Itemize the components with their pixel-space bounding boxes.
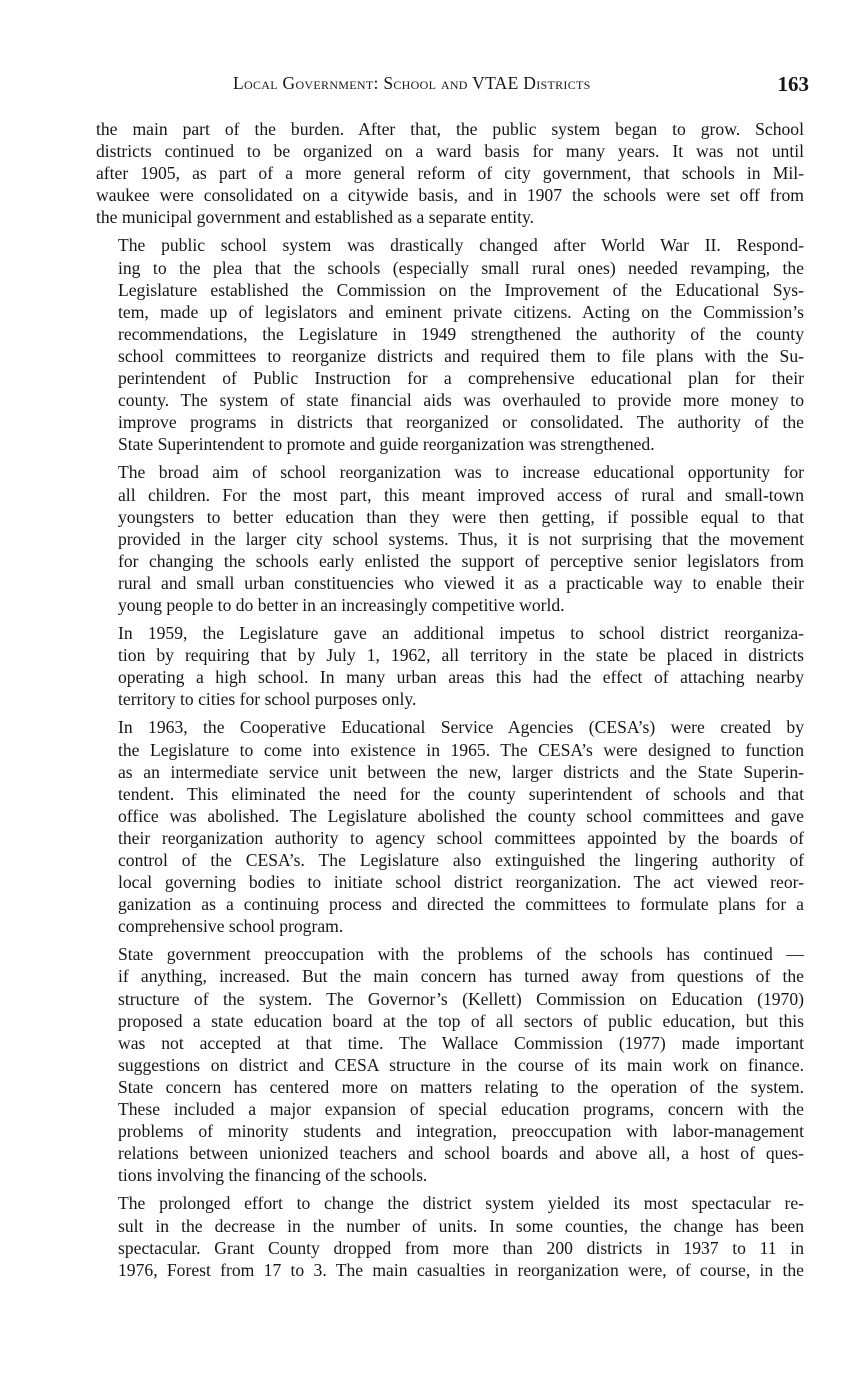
text-line: In 1959, the Legislature gave an additional impetus to school district reorganiza-	[118, 623, 804, 644]
body-text	[96, 118, 804, 1287]
paragraph-4	[96, 622, 804, 710]
text-line: rural and small urban constituencies who viewed it as a practicable way to enable their	[118, 572, 804, 593]
text-line: all children. For the most part, this meant improved access of rural and small-town	[118, 484, 804, 505]
text-line: The prolonged effort to change the district system yielded its most spectacular re-	[118, 1193, 804, 1214]
text-line: after 1905, as part of a more general reform of city government, that schools in Mil-	[96, 163, 804, 184]
text-line: State concern has centered more on matters relating to the operation of the system.	[118, 1076, 804, 1097]
text-line: relations between unionized teachers and school boards and above all, a host of ques-	[118, 1143, 804, 1164]
text-line: tions involving the financing of the schools.	[118, 1165, 428, 1186]
text-line: tendent. This eliminated the need for the county superintendent of schools and that	[118, 783, 804, 804]
text-line: comprehensive school program.	[118, 916, 344, 937]
text-line: the municipal government and established as a separate entity.	[96, 207, 535, 228]
text-line: problems of minority students and integration, preoccupation with labor-management	[118, 1121, 804, 1142]
text-line: if anything, increased. But the main concern has turned away from questions of the	[118, 966, 804, 987]
text-line: The public school system was drastically changed after World War II. Respond-	[118, 235, 804, 256]
paragraph-7	[96, 1192, 804, 1280]
text-line: structure of the system. The Governor’s (Kellett) Commission on Education (1970)	[118, 988, 804, 1009]
text-line: office was abolished. The Legislature abolished the county school committees and gave	[118, 805, 804, 826]
text-line: ganization as a continuing process and directed the committees to formulate plans for a	[118, 894, 804, 915]
text-line: for changing the schools early enlisted the support of perceptive senior legislators from	[118, 550, 804, 571]
text-line: waukee were consolidated on a citywide basis, and in 1907 the schools were set off from	[96, 185, 804, 206]
text-line: Legislature established the Commission on the Improvement of the Educational Sys-	[118, 279, 804, 300]
text-line: recommendations, the Legislature in 1949 strengthened the authority of the county	[118, 323, 804, 344]
paragraph-1	[96, 118, 804, 228]
text-line: improve programs in districts that reorganized or consolidated. The authority of the	[118, 412, 804, 433]
text-line: as an intermediate service unit between the new, larger districts and the State Superin-	[118, 761, 804, 782]
text-line: State Superintendent to promote and guide reorganization was strengthened.	[118, 434, 655, 455]
text-line: The broad aim of school reorganization was to increase educational opportunity for	[118, 462, 804, 483]
running-header	[96, 68, 809, 98]
text-line: the main part of the burden. After that, the public system began to grow. School	[96, 119, 804, 139]
text-line: suggestions on district and CESA structure in the course of its main work on finance.	[118, 1054, 804, 1075]
text-line: local governing bodies to initiate school district reorganization. The act viewed reor-	[118, 872, 804, 893]
text-line: perintendent of Public Instruction for a comprehensive educational plan for their	[118, 368, 804, 389]
text-line: the Legislature to come into existence in 1965. The CESA’s were designed to function	[118, 739, 804, 760]
text-line: tion by requiring that by July 1, 1962, all territory in the state be placed in districts	[118, 645, 804, 666]
text-line: territory to cities for school purposes only.	[118, 689, 417, 710]
paragraph-5	[96, 716, 804, 937]
text-line: was not accepted at that time. The Wallace Commission (1977) made important	[118, 1032, 804, 1053]
text-line: tem, made up of legislators and eminent private citizens. Acting on the Commission’s	[118, 301, 804, 322]
text-line: young people to do better in an increasingly competitive world.	[118, 594, 565, 615]
text-line: proposed a state education board at the top of all sectors of public education, but this	[118, 1010, 804, 1031]
page-number: 163	[777, 72, 809, 96]
text-line: 1976, Forest from 17 to 3. The main casualties in reorganization were, of course, in the	[118, 1259, 804, 1280]
text-line: their reorganization authority to agency school committees appointed by the boards of	[118, 827, 804, 848]
text-line: operating a high school. In many urban areas this had the effect of attaching nearby	[118, 667, 804, 688]
text-line: county. The system of state financial aids was overhauled to provide more money to	[118, 390, 804, 411]
text-line: control of the CESA’s. The Legislature also extinguished the lingering authority of	[118, 850, 804, 870]
running-title: Local Government: School and VTAE Districts	[233, 73, 591, 93]
text-line: These included a major expansion of special education programs, concern with the	[118, 1099, 804, 1120]
text-line: districts continued to be organized on a ward basis for many years. It was not until	[96, 141, 804, 162]
text-line: sult in the decrease in the number of units. In some counties, the change has been	[118, 1215, 804, 1236]
text-line: State government preoccupation with the problems of the schools has continued —	[118, 944, 804, 965]
paragraph-3	[96, 461, 804, 616]
text-line: provided in the larger city school systems. Thus, it is not surprising that the movement	[118, 528, 804, 549]
paragraph-2	[96, 234, 804, 455]
text-line: ing to the plea that the schools (especially small rural ones) needed revamping, the	[118, 257, 804, 278]
text-line: youngsters to better education than they were then getting, if possible equal to that	[118, 506, 804, 527]
text-line: spectacular. Grant County dropped from more than 200 districts in 1937 to 11 in	[118, 1237, 804, 1258]
text-line: In 1963, the Cooperative Educational Service Agencies (CESA’s) were created by	[118, 717, 804, 738]
text-line: school committees to reorganize districts and required them to file plans with the Su-	[118, 345, 804, 366]
paragraph-6	[96, 943, 804, 1186]
